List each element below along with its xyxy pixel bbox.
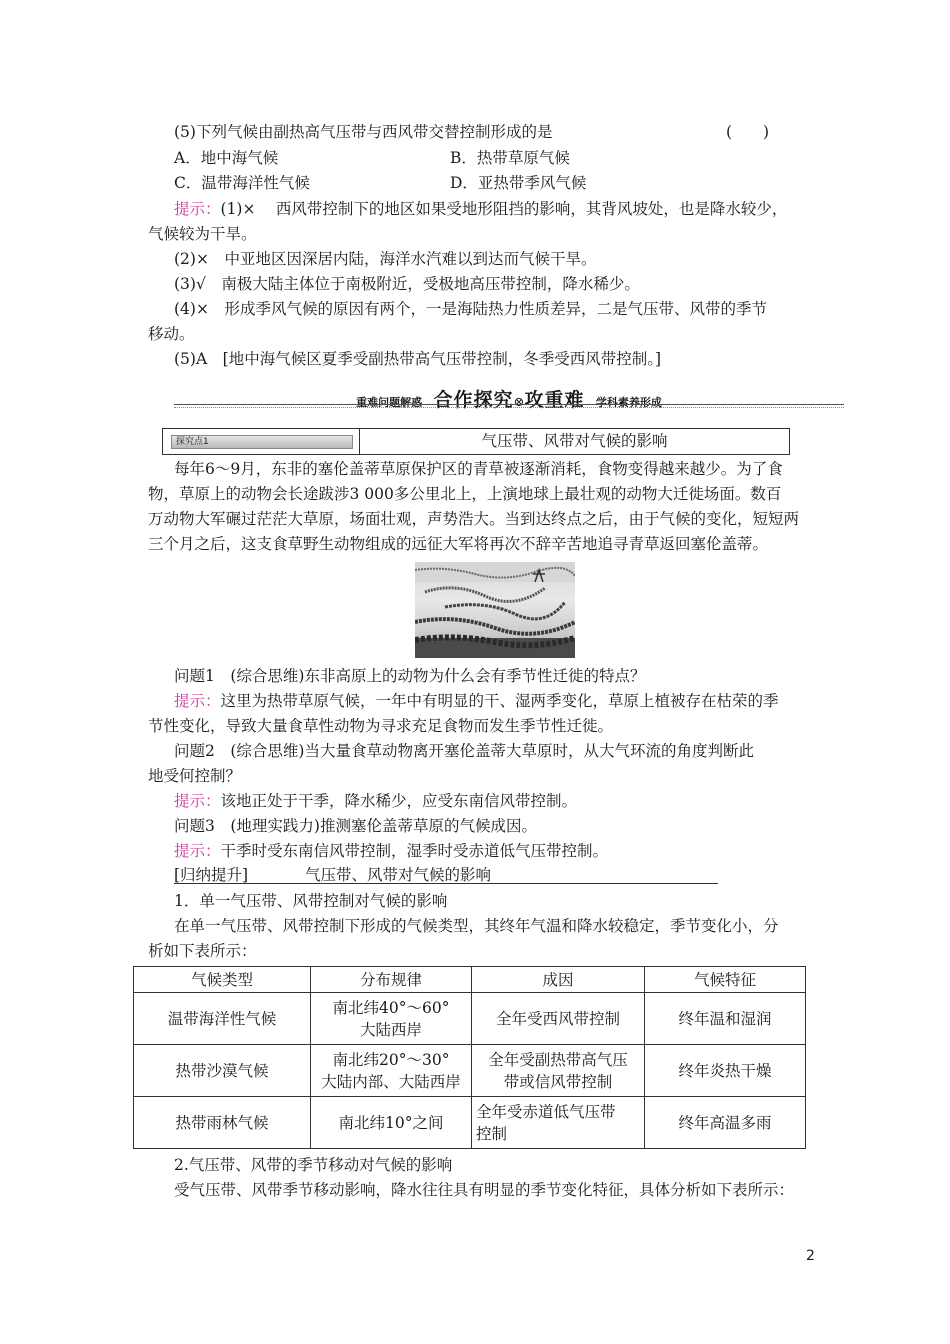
table-cell: 终年温和湿润 [645, 993, 806, 1045]
hint-3: (3)√ 南极大陆主体位于南极附近，受极地高压带控制，降水稀少。 [174, 275, 640, 293]
cell-line: 全年受赤道低气压带 [476, 1102, 616, 1121]
banner-left: 重难问题解惑 [356, 396, 423, 409]
table-header: 分布规律 [311, 967, 472, 993]
hint-4-cont: 移动。 [148, 325, 195, 343]
summary-underline [174, 883, 718, 884]
q5-option-a: A．地中海气候 [174, 149, 279, 167]
cell-line: 全年受副热带高气压 [488, 1050, 628, 1069]
table-cell [311, 993, 472, 1045]
cell-line: 南北纬40°～60° [332, 998, 450, 1017]
table-cell [311, 1045, 472, 1097]
question-2: 问题2 (综合思维)当大量食草动物离开塞伦盖蒂大草原时，从大气环流的角度判断此 [174, 742, 754, 760]
banner-right: 学科素养形成 [595, 396, 662, 409]
table-row [134, 993, 806, 1045]
section-banner [174, 383, 844, 409]
table-cell: 终年高温多雨 [645, 1097, 806, 1149]
answer-1-cont: 节性变化，导致大量食草性动物为寻求充足食物而发生季节性迁徙。 [148, 717, 614, 735]
hint-1-text: (1)× 西风带控制下的地区如果受地形阻挡的影响，其背风坡处，也是降水较少， [220, 200, 788, 218]
passage-line-2: 物，草原上的动物会长途跋涉3 000多公里北上，上演地球上最壮观的动物大迁徙场面。数百 [148, 485, 782, 503]
cell-line: 南北纬20°～30° [332, 1050, 450, 1069]
table-header: 成因 [472, 967, 645, 993]
table-row [134, 1045, 806, 1097]
hint-label: 提示： [174, 792, 221, 810]
table-cell [311, 1097, 472, 1149]
banner-title: 合作探究 [433, 389, 514, 411]
passage-line-4: 三个月之后，这支食草野生动物组成的远征大军将再次不辞辛苦地追寻青草返回塞伦盖蒂。 [148, 535, 769, 553]
answer-2-text: 该地正处于干季，降水稀少，应受东南信风带控制。 [220, 792, 578, 810]
answer-1-text: 这里为热带草原气候，一年中有明显的干、湿两季变化，草原上植被存在枯荣的季 [220, 692, 779, 710]
cell-line: 大陆内部、大陆西岸 [321, 1072, 461, 1091]
cell-line: 全年受西风带控制 [495, 1009, 620, 1028]
question-1: 问题1 (综合思维)东非高原上的动物为什么会有季节性迁徙的特点？ [174, 667, 646, 685]
summary-s2-text: 受气压带、风带季节移动影响，降水往往具有明显的季节变化特征，具体分析如下表所示： [174, 1181, 795, 1199]
table-header-row [134, 967, 806, 993]
cell-line: 大陆西岸 [359, 1020, 422, 1039]
table-cell: 终年炎热干燥 [645, 1045, 806, 1097]
answer-3-text: 干季时受东南信风带控制，湿季时受赤道低气压带控制。 [220, 842, 609, 860]
topic-tag-label: 探究点1 [176, 437, 209, 447]
passage-line-3: 万动物大军碾过茫茫大草原，场面壮观，声势浩大。当到达终点之后，由于气候的变化，短短两 [148, 510, 800, 528]
banner-rule [174, 404, 844, 405]
table-cell: 热带沙漠气候 [134, 1045, 311, 1097]
banner-rule-dotted [174, 407, 844, 408]
hint-5: (5)A [地中海气候区夏季受副热带高气压带控制，冬季受西风带控制。] [174, 350, 661, 368]
q5-option-c: C．温带海洋性气候 [174, 174, 310, 192]
summary-s1-text: 在单一气压带、风带控制下形成的气候类型，其终年气温和降水较稳定，季节变化小，分 [174, 917, 779, 935]
summary-header [174, 865, 718, 883]
passage-line-1: 每年6～9月，东非的塞伦盖蒂草原保护区的青草被逐渐消耗，食物变得越来越少。为了食 [174, 460, 783, 478]
cell-line: 南北纬10°之间 [338, 1113, 444, 1132]
question-2-cont: 地受何控制？ [148, 767, 242, 785]
hint-label: 提示： [174, 692, 221, 710]
hint-2: (2)× 中亚地区因深居内陆，海洋水汽难以到达而气候干旱。 [174, 250, 597, 268]
summary-s1: 1．单一气压带、风带控制对气候的影响 [174, 892, 448, 910]
table-row [134, 1097, 806, 1149]
topic-box [162, 428, 790, 455]
banner-title-2: 攻重难 [524, 389, 585, 411]
hint-label: 提示： [174, 200, 221, 218]
table-header: 气候类型 [134, 967, 311, 993]
summary-title: 气压带、风带对气候的影响 [305, 866, 492, 884]
table-cell: 热带雨林气候 [134, 1097, 311, 1149]
topic-tag-cell [163, 429, 360, 454]
question-3: 问题3 (地理实践力)推测塞伦盖蒂草原的气候成因。 [174, 817, 537, 835]
banner-connector-icon: ⊗ [513, 395, 525, 410]
cell-line: 控制 [476, 1124, 508, 1143]
table-cell [472, 993, 645, 1045]
hint-1 [174, 199, 787, 219]
table-cell: 温带海洋性气候 [134, 993, 311, 1045]
summary-s1-text-cont: 析如下表所示： [148, 942, 257, 960]
hint-4: (4)× 形成季风气候的原因有两个，一是海陆热力性质差异，二是气压带、风带的季节 [174, 300, 767, 318]
q5-answer-paren: ( ) [726, 123, 770, 141]
cell-line: 带或信风带控制 [503, 1072, 613, 1091]
q5-option-d: D．亚热带季风气候 [450, 174, 587, 192]
q5-stem: (5)下列气候由副热高气压带与西风带交替控制形成的是 [174, 123, 553, 141]
migration-photo [415, 562, 575, 658]
q5-option-b: B．热带草原气候 [450, 149, 570, 167]
answer-2 [174, 791, 577, 811]
topic-title: 气压带、风带对气候的影响 [481, 432, 668, 450]
topic-tag [171, 435, 353, 449]
hint-1-cont: 气候较为干旱。 [148, 225, 257, 243]
hint-label: 提示： [174, 842, 221, 860]
summary-s2: 2.气压带、风带的季节移动对气候的影响 [174, 1156, 453, 1174]
table-header: 气候特征 [645, 967, 806, 993]
table-cell [472, 1045, 645, 1097]
page-number: 2 [806, 1248, 815, 1264]
answer-1 [174, 691, 779, 711]
table-cell [472, 1097, 645, 1149]
summary-tag: [归纳提升] [174, 866, 249, 884]
climate-table [133, 966, 806, 1149]
migration-photo-art [415, 562, 575, 658]
answer-3 [174, 841, 608, 861]
